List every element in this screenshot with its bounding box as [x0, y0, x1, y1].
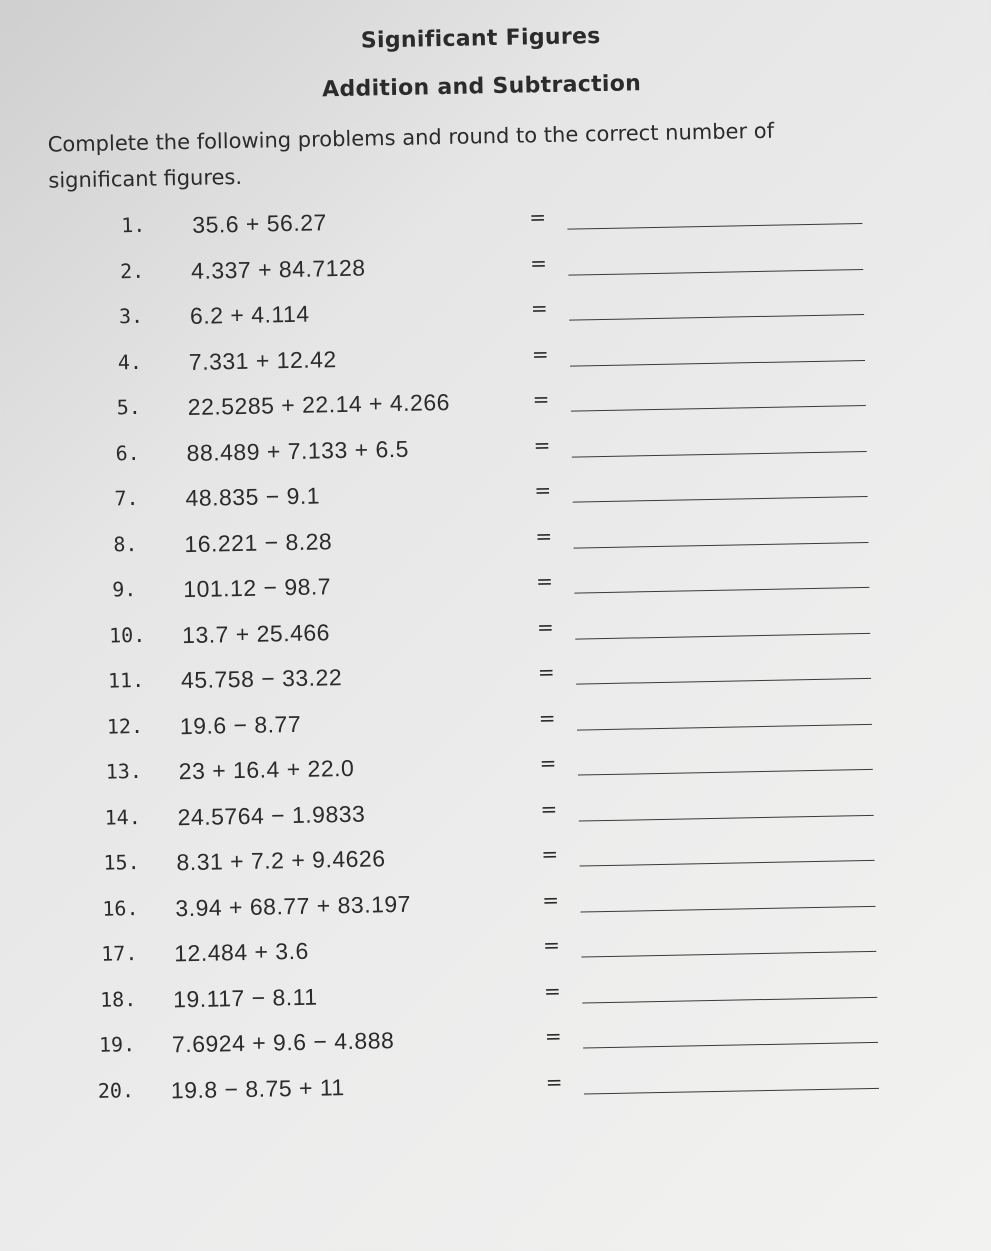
problem-expression: 7.6924 + 9.6 − 4.888 [171, 1027, 395, 1058]
problem-number: 15. [103, 849, 140, 875]
problem-number: 12. [106, 713, 144, 739]
equals-sign: = [544, 1023, 562, 1049]
equals-sign: = [542, 887, 560, 912]
answer-blank[interactable] [582, 996, 877, 1003]
equals-sign: = [542, 932, 561, 958]
problem-expression: 23 + 16.4 + 22.0 [178, 754, 355, 785]
equals-sign: = [541, 841, 559, 867]
answer-blank[interactable] [569, 314, 864, 321]
answer-blank[interactable] [567, 223, 862, 230]
equals-sign: = [540, 796, 558, 821]
answer-blank[interactable] [580, 860, 875, 867]
answer-blank[interactable] [579, 814, 874, 821]
problem-number: 13. [105, 758, 143, 784]
problem-number: 17. [101, 941, 138, 966]
page-subtitle: Addition and Subtraction [321, 71, 642, 103]
problem-number: 6. [115, 440, 140, 465]
equals-sign: = [529, 250, 548, 275]
problem-number: 19. [98, 1032, 136, 1057]
problem-expression: 4.337 + 84.7128 [190, 254, 366, 284]
equals-sign: = [537, 659, 555, 685]
equals-sign: = [528, 205, 547, 230]
problem-number: 16. [102, 895, 139, 921]
problem-number: 14. [104, 804, 141, 830]
problem-number: 5. [116, 394, 142, 420]
equals-sign: = [534, 478, 552, 503]
equals-sign: = [539, 750, 557, 776]
problem-number: 18. [99, 986, 137, 1012]
problem-number: 8. [113, 531, 138, 556]
problem-expression: 48.835 − 9.1 [185, 482, 321, 512]
problem-number: 3. [118, 303, 144, 329]
problem-number: 7. [114, 485, 139, 511]
equals-sign: = [531, 341, 549, 366]
problem-expression: 101.12 − 98.7 [183, 573, 332, 603]
answer-blank[interactable] [578, 769, 873, 776]
instructions-text: Complete the following problems and round to the correct number of significant figures. [47, 118, 775, 193]
answer-blank[interactable] [571, 405, 866, 412]
problem-number: 1. [121, 212, 146, 238]
equals-sign: = [538, 705, 556, 730]
problem-expression: 6.2 + 4.114 [189, 300, 310, 329]
answer-blank[interactable] [570, 359, 865, 366]
problem-expression: 3.94 + 68.77 + 83.197 [175, 890, 412, 921]
answer-blank[interactable] [574, 587, 869, 594]
problem-expression: 19.8 − 8.75 + 11 [170, 1073, 345, 1103]
problem-expression: 19.6 − 8.77 [179, 710, 302, 739]
problem-expression: 8.31 + 7.2 + 9.4626 [176, 845, 386, 876]
problem-expression: 45.758 − 33.22 [180, 664, 343, 694]
equals-sign: = [536, 614, 555, 639]
equals-sign: = [535, 569, 554, 594]
answer-blank[interactable] [575, 632, 870, 639]
equals-sign: = [533, 432, 551, 457]
problem-expression: 16.221 − 8.28 [184, 527, 333, 557]
problem-expression: 35.6 + 56.27 [192, 209, 328, 238]
answer-blank[interactable] [568, 268, 863, 275]
answer-blank[interactable] [583, 1042, 878, 1049]
answer-blank[interactable] [576, 678, 871, 685]
answer-blank[interactable] [572, 450, 867, 457]
problem-number: 11. [107, 667, 145, 693]
answer-blank[interactable] [581, 905, 876, 912]
equals-sign: = [532, 387, 550, 412]
problem-expression: 7.331 + 12.42 [188, 345, 337, 375]
problem-expression: 88.489 + 7.133 + 6.5 [186, 435, 410, 466]
answer-blank[interactable] [584, 1087, 879, 1094]
problem-number: 4. [117, 349, 143, 374]
answer-blank[interactable] [574, 541, 869, 548]
answer-blank[interactable] [581, 951, 876, 958]
equals-sign: = [530, 296, 548, 321]
problem-expression: 13.7 + 25.466 [181, 618, 331, 648]
problem-number: 9. [112, 577, 137, 602]
problem-expression: 24.5764 − 1.9833 [177, 800, 366, 830]
problem-number: 10. [108, 622, 146, 648]
problem-list [4, 196, 991, 1125]
problem-number: 2. [119, 258, 145, 283]
answer-blank[interactable] [573, 496, 868, 503]
page-title: Significant Figures [360, 23, 601, 54]
problem-number: 20. [97, 1077, 135, 1103]
answer-blank[interactable] [577, 723, 872, 730]
problem-expression: 22.5285 + 22.14 + 4.266 [187, 388, 451, 420]
equals-sign: = [535, 523, 553, 548]
problem-expression: 12.484 + 3.6 [173, 937, 310, 967]
problem-expression: 19.117 − 8.11 [172, 983, 318, 1012]
equals-sign: = [545, 1069, 563, 1094]
equals-sign: = [543, 978, 562, 1003]
